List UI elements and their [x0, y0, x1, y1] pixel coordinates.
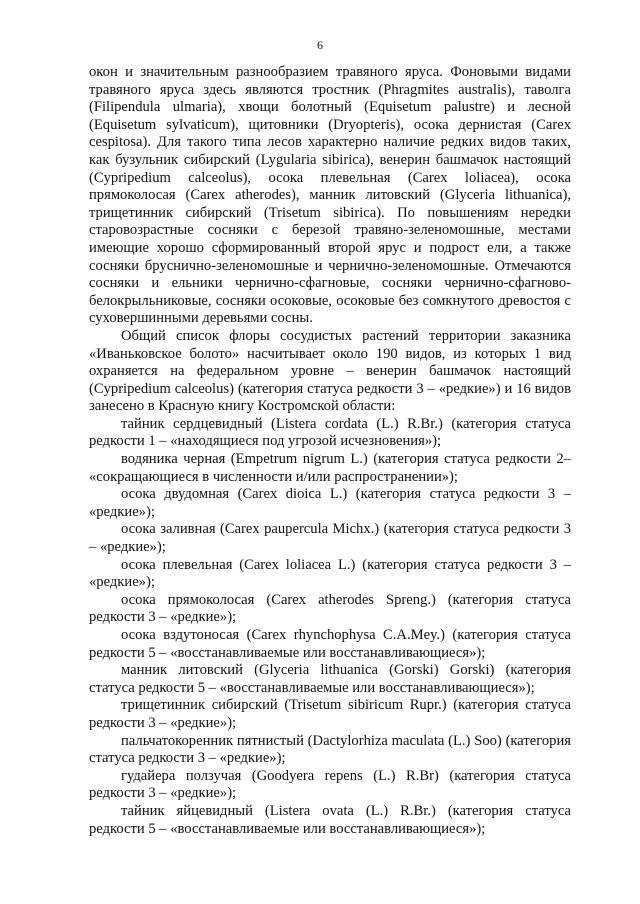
species-entry: тайник яйцевидный (Listera ovata (L.) R.Br.) (категория статуса редкости 5 – «восстанавливаемые или восстанавливающиеся»);: [89, 802, 571, 837]
species-entry: водяника черная (Empetrum nigrum L.) (категория статуса редкости 2– «сокращающиеся в численности и/или распространении»);: [89, 451, 571, 485]
species-entry: осока двудомная (Carex dioica L.) (категория статуса редкости 3 – «редкие»);: [89, 486, 571, 520]
paragraph-continuation: окон и значительным разнообразием травяного яруса. Фоновыми видами травяного яруса здесь являются тростник (Phragmites australis), таволга (Filipendula ulmaria), хвощи болотный (Equisetum palustre) и лесной (Equisetum sylvaticum), щитовники (Dryopteris), осока дернистая (Carex cespitosa). Для такого типа лесов характерно наличие редких видов таких, как бузульник сибирский (Lygularia sibirica), венерин башмачок настоящий (Cypripedium calceolus), осока плевельная (Carex loliacea), осока прямоколосая (Carex atherodes), манник литовский (Glyceria lithuanica), трищетинник сибирский (Trisetum sibirica). По повышениям нередки старовозрастные сосняки с березой травяно-зеленомошные, местами имеющие хорошо сформированный второй ярус и подрост ели, а также сосняки бруснично-зеленомошные и чернично-зеленомошные. Отмечаются сосняки и ельники чернично-сфагновые, сосняки чернично-сфагново-белокрыльниковые, сосняки осоковые, осоковые без сомкнутого древостоя с суховершинными деревьями сосны.: [89, 64, 571, 327]
paragraph-flora-summary: Общий список флоры сосудистых растений территории заказника «Иваньковское болото» насчитывает около 190 видов, из которых 1 вид охраняется на федеральном уровне – венерин башмачок настоящий (Cypripedium calceolus) (категория статуса редкости 3 – «редкие») и 16 видов занесено в Красную книгу Костромской области:: [89, 327, 571, 415]
species-entry: манник литовский (Glyceria lithuanica (Gorski) Gorski) (категория статуса редкости 5 – «восстанавливаемые или восстанавливающиеся»);: [89, 662, 571, 696]
page-number: 6: [317, 38, 323, 52]
species-entry: осока прямоколосая (Carex atherodes Spreng.) (категория статуса редкости 3 – «редкие»);: [89, 591, 571, 626]
body-text: [89, 64, 571, 838]
species-entry: осока плевельная (Carex loliacea L.) (категория статуса редкости 3 – «редкие»);: [89, 556, 571, 591]
species-entry: трищетинник сибирский (Trisetum sibiricum Rupr.) (категория статуса редкости 3 – «редкие»);: [89, 697, 571, 731]
species-entry: пальчатокоренник пятнистый (Dactylorhiza maculata (L.) Soo) (категория статуса редкости 3 – «редкие»);: [89, 732, 571, 767]
species-entry: гудайера ползучая (Goodyera repens (L.) R.Br) (категория статуса редкости 3 – «редкие»);: [89, 767, 571, 802]
species-entry: осока вздутоносая (Carex rhynchophysa C.A.Mey.) (категория статуса редкости 5 – «восстанавливаемые или восстанавливающиеся»);: [89, 627, 571, 661]
species-entry: тайник сердцевидный (Listera cordata (L.) R.Br.) (категория статуса редкости 1 – «находящиеся под угрозой исчезновения»);: [89, 415, 571, 450]
species-entry: осока заливная (Carex paupercula Michx.) (категория статуса редкости 3 – «редкие»);: [89, 521, 571, 556]
